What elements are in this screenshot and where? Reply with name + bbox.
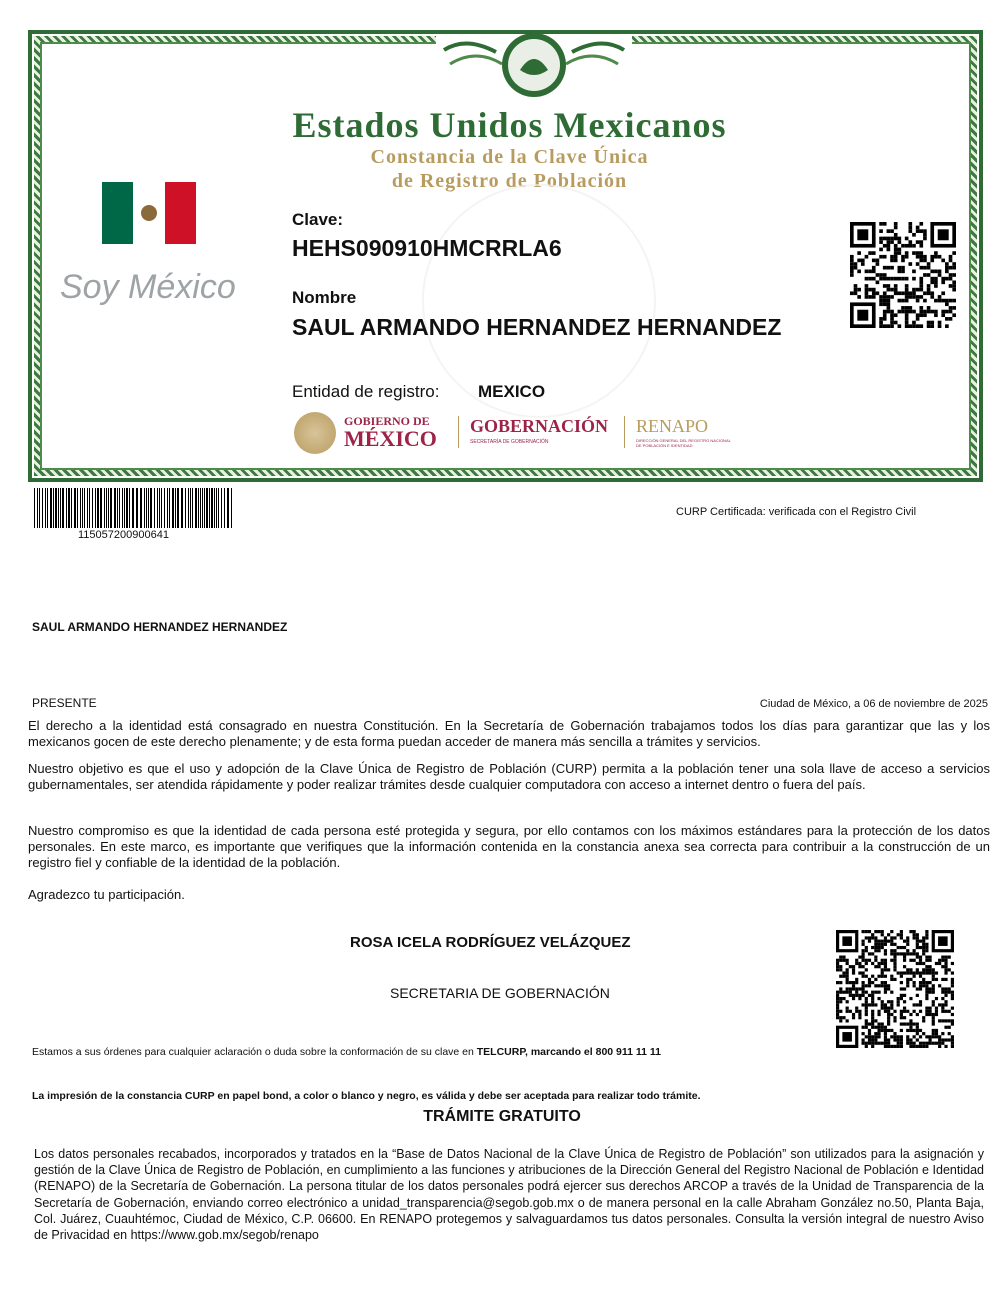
entidad-value: MEXICO — [478, 382, 546, 401]
document-subtitle-2: de Registro de Población — [391, 170, 628, 192]
document-subtitle-1: Constancia de la Clave Única — [370, 146, 649, 168]
qr-code-icon — [850, 222, 956, 328]
slogan: Soy México — [60, 268, 236, 306]
free-procedure: TRÁMITE GRATUITO — [423, 1108, 581, 1125]
barcode-number: 115057200900641 — [78, 529, 169, 541]
logo-divider — [458, 416, 459, 448]
logo-renapo: RENAPO — [636, 416, 709, 436]
nombre-label: Nombre — [292, 288, 357, 307]
country-title: Estados Unidos Mexicanos — [292, 105, 727, 145]
clave-value: HEHS090910HMCRRLA6 — [292, 235, 562, 261]
logo-gobernacion-sub: SECRETARÍA DE GOBERNACIÓN — [470, 439, 549, 445]
gobierno-seal-icon — [294, 412, 336, 454]
presente: PRESENTE — [32, 696, 97, 710]
mexico-flag-icon — [102, 182, 196, 244]
barcode-icon — [34, 488, 234, 528]
signer-name: ROSA ICELA RODRÍGUEZ VELÁZQUEZ — [350, 934, 631, 951]
entidad-label: Entidad de registro: — [292, 382, 440, 401]
recipient-name: SAUL ARMANDO HERNANDEZ HERNANDEZ — [32, 620, 288, 634]
paragraph-1: El derecho a la identidad está consagrado en nuestra Constitución. En la Secretaría de Gobernación trabajamos todos los días para garantizar que las y los mexicanos gocen de este derecho plenamente; y de esta forma puedan acceder de manera más sencilla a trámites y servicios. — [28, 718, 990, 749]
logo-gobierno-line1: GOBIERNO DE — [344, 414, 430, 428]
clave-label: Clave: — [292, 210, 344, 229]
certified-note: CURP Certificada: verificada con el Registro Civil — [676, 506, 917, 518]
contact-text: Estamos a sus órdenes para cualquier aclaración o duda sobre la conformación de su clave en — [32, 1046, 477, 1058]
coat-of-arms-icon — [436, 30, 632, 100]
paragraph-3: Nuestro compromiso es que la identidad de cada persona esté protegida y segura, por ello contamos con los máximos estándares para la protección de los datos personales. En este marco, es importante que verifiques que la información contenida en la constancia anexa sea correcta para contribuir a la construcción de un registro fiel y confiable de la identidad de la población. — [28, 823, 990, 870]
qr-code-icon — [836, 930, 954, 1048]
telcurp-phone: TELCURP, marcando el 800 911 11 11 — [476, 1046, 662, 1058]
contact-line — [32, 1046, 661, 1058]
logo-renapo-sub: DIRECCIÓN GENERAL DEL REGISTRO NACIONAL DE POBLACIÓN E IDENTIDAD — [636, 438, 731, 448]
paragraph-2: Nuestro objetivo es que el uso y adopción de la Clave Única de Registro de Población (CURP) permita a la población tener una sola llave de acceso a servicios gubernamentales, ser atendida rápidamente y poder realizar trámites desde cualquier computadora con acceso a internet dentro o fuera del país. — [28, 761, 990, 792]
thanks-line: Agradezco tu participación. — [28, 887, 185, 902]
logo-gobernacion: GOBERNACIÓN — [470, 416, 609, 436]
curp-certificate — [28, 30, 983, 482]
place-date: Ciudad de México, a 06 de noviembre de 2025 — [759, 698, 988, 710]
nombre-value: SAUL ARMANDO HERNANDEZ HERNANDEZ — [292, 314, 782, 340]
logo-divider — [624, 416, 625, 448]
government-logos — [294, 406, 734, 454]
privacy-notice: Los datos personales recabados, incorporados y tratados en la “Base de Datos Nacional de la Clave Única de Registro de Población” son utilizados para la asignación y gestión de la Clave Única de Registro de Población, en cumplimiento a las funciones y atribuciones de la Dirección General del Registro Nacional de Población e Identidad (RENAPO) de la Secretaría de Gobernación. La persona titular de los datos personales podrá ejercer sus derechos ARCOP a través de la Unidad de Transparencia de la Secretaría de Gobernación, enviando correo electrónico a unidad_transparencia@segob.gob.mx o de manera personal en la calle Abraham González no.50, Planta Baja, Col. Juárez, Cuauhtémoc, Ciudad de México, C.P. 06600. En RENAPO protegemos y salvaguardamos tus datos personales. Consulta la versión integral de nuestro Aviso de Privacidad en https://www.gob.mx/segob/renapo — [34, 1147, 984, 1243]
logo-gobierno-line2: MÉXICO — [344, 426, 437, 451]
validity-note: La impresión de la constancia CURP en papel bond, a color o blanco y negro, es válida y debe ser aceptada para realizar todo trámite. — [32, 1090, 701, 1102]
signer-title: SECRETARIA DE GOBERNACIÓN — [390, 985, 610, 1001]
